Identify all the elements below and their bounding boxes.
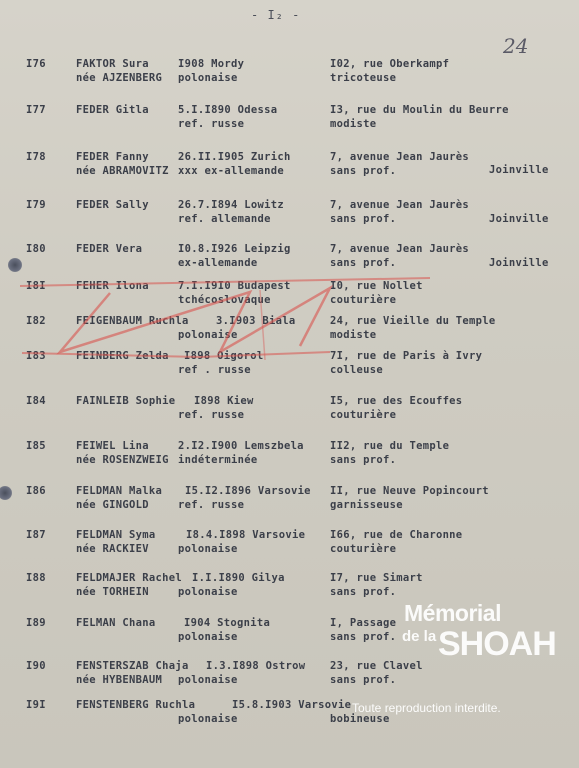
entry-number: I87 bbox=[26, 529, 46, 541]
entry-address: 7, avenue Jean Jaurès bbox=[330, 151, 470, 163]
entry-nationality: ex-allemande bbox=[178, 257, 258, 269]
entry-name: FEIGENBAUM Ruchla bbox=[76, 315, 189, 327]
entry-number: I79 bbox=[26, 199, 46, 211]
entry-number: I88 bbox=[26, 572, 46, 584]
entry-occupation: couturière bbox=[330, 409, 397, 421]
entry-name: FEHER Ilona bbox=[76, 280, 149, 292]
entry-birth: 26.II.I905 Zurich bbox=[178, 151, 291, 163]
entry-nationality: polonaise bbox=[178, 329, 238, 341]
entry-occupation: sans prof. bbox=[330, 454, 397, 466]
entry-nationality: xxx ex-allemande bbox=[178, 165, 284, 177]
entry-address: I02, rue Oberkampf bbox=[330, 58, 450, 70]
entry-address: I0, rue Nollet bbox=[330, 280, 423, 292]
entry-address: I3, rue du Moulin du Beurre bbox=[330, 104, 509, 116]
entry-occupation: sans prof. bbox=[330, 674, 397, 686]
entry-address: I7, rue Simart bbox=[330, 572, 423, 584]
entry-address: 24, rue Vieille du Temple bbox=[330, 315, 496, 327]
entry-name: FAINLEIB Sophie bbox=[76, 395, 176, 407]
entry-occupation: modiste bbox=[330, 118, 377, 130]
entry-occupation: bobineuse bbox=[330, 713, 390, 725]
entry-name: FEDER Gitla bbox=[76, 104, 149, 116]
entry-nationality: ref . russe bbox=[178, 364, 251, 376]
entry-number: I82 bbox=[26, 315, 46, 327]
entry-maiden-name: née ABRAMOVITZ bbox=[76, 165, 169, 177]
entry-birth: I5.I2.I896 Varsovie bbox=[185, 485, 311, 497]
entry-number: I85 bbox=[26, 440, 46, 452]
watermark-line2: de la bbox=[402, 628, 437, 645]
entry-town: Joinville bbox=[489, 257, 549, 269]
entry-nationality: tchécoslovaque bbox=[178, 294, 271, 306]
entry-address: I5, rue des Ecouffes bbox=[330, 395, 463, 407]
entry-number: I89 bbox=[26, 617, 46, 629]
entry-name: FAKTOR Sura bbox=[76, 58, 149, 70]
entry-nationality: ref. allemande bbox=[178, 213, 271, 225]
entry-birth: I5.8.I903 Varsovie bbox=[232, 699, 352, 711]
entry-number: I76 bbox=[26, 58, 46, 70]
entry-town: Joinville bbox=[489, 164, 549, 176]
entry-maiden-name: née HYBENBAUM bbox=[76, 674, 163, 686]
entry-birth: I.I.I890 Gilya bbox=[192, 572, 285, 584]
entry-occupation: sans prof. bbox=[330, 165, 397, 177]
entry-occupation: sans prof. bbox=[330, 631, 397, 643]
entry-name: FELDMAN Malka bbox=[76, 485, 163, 497]
watermark-line1: Mémorial bbox=[404, 600, 501, 626]
entry-number: I83 bbox=[26, 350, 46, 362]
entry-number: I77 bbox=[26, 104, 46, 116]
entry-occupation: colleuse bbox=[330, 364, 383, 376]
entry-birth: I0.8.I926 Leipzig bbox=[178, 243, 291, 255]
entry-address: 23, rue Clavel bbox=[330, 660, 423, 672]
entry-address: II2, rue du Temple bbox=[330, 440, 450, 452]
entry-nationality: ref. russe bbox=[178, 409, 245, 421]
entry-nationality: polonaise bbox=[178, 586, 238, 598]
entry-number: I9I bbox=[26, 699, 46, 711]
entry-birth: 7.I.I9I0 Budapest bbox=[178, 280, 291, 292]
entry-occupation: garnisseuse bbox=[330, 499, 403, 511]
entry-maiden-name: née RACKIEV bbox=[76, 543, 149, 555]
watermark-line3: SHOAH bbox=[438, 625, 556, 663]
handwritten-note: 24 bbox=[503, 34, 529, 58]
entry-name: FEIWEL Lina bbox=[76, 440, 149, 452]
entry-number: I84 bbox=[26, 395, 46, 407]
page-number: - I₂ - bbox=[251, 8, 301, 22]
entry-birth: I904 Stognita bbox=[184, 617, 271, 629]
entry-nationality: ref. russe bbox=[178, 118, 245, 130]
entry-maiden-name: née AJZENBERG bbox=[76, 72, 163, 84]
entry-birth: I898 Oigorol bbox=[184, 350, 264, 362]
entry-number: I8I bbox=[26, 280, 46, 292]
entry-town: Joinville bbox=[489, 213, 549, 225]
entry-address: I66, rue de Charonne bbox=[330, 529, 463, 541]
entry-occupation: sans prof. bbox=[330, 257, 397, 269]
entry-maiden-name: née GINGOLD bbox=[76, 499, 149, 511]
entry-nationality: ref. russe bbox=[178, 499, 245, 511]
entry-nationality: polonaise bbox=[178, 674, 238, 686]
entry-occupation: tricoteuse bbox=[330, 72, 397, 84]
entry-birth: 2.I2.I900 Lemszbela bbox=[178, 440, 304, 452]
entry-number: I86 bbox=[26, 485, 46, 497]
entry-address: 7I, rue de Paris à Ivry bbox=[330, 350, 483, 362]
entry-birth: I908 Mordy bbox=[178, 58, 245, 70]
entry-name: FELDMAJER Rachel bbox=[76, 572, 182, 584]
entry-nationality: polonaise bbox=[178, 631, 238, 643]
entry-nationality: polonaise bbox=[178, 543, 238, 555]
entry-birth: I.3.I898 Ostrow bbox=[206, 660, 306, 672]
entry-number: I78 bbox=[26, 151, 46, 163]
entry-address: 7, avenue Jean Jaurès bbox=[330, 199, 470, 211]
entry-occupation: modiste bbox=[330, 329, 377, 341]
entry-name: FEINBERG Zelda bbox=[76, 350, 169, 362]
entry-birth: 5.I.I890 Odessa bbox=[178, 104, 278, 116]
entry-nationality: polonaise bbox=[178, 713, 238, 725]
entry-maiden-name: née ROSENZWEIG bbox=[76, 454, 169, 466]
entry-name: FEDER Vera bbox=[76, 243, 143, 255]
entry-address: I, Passage bbox=[330, 617, 397, 629]
entry-nationality: indéterminée bbox=[178, 454, 258, 466]
entry-nationality: polonaise bbox=[178, 72, 238, 84]
entry-occupation: couturière bbox=[330, 543, 397, 555]
entry-number: I80 bbox=[26, 243, 46, 255]
entry-birth: I8.4.I898 Varsovie bbox=[186, 529, 306, 541]
entry-name: FELDMAN Syma bbox=[76, 529, 156, 541]
memorial-shoah-watermark bbox=[398, 598, 568, 678]
entry-name: FEDER Sally bbox=[76, 199, 149, 211]
entry-occupation: sans prof. bbox=[330, 213, 397, 225]
entry-name: FENSTERSZAB Chaja bbox=[76, 660, 189, 672]
entry-name: FENSTENBERG Ruchla bbox=[76, 699, 196, 711]
entry-birth: 3.I903 Biala bbox=[216, 315, 296, 327]
entry-occupation: sans prof. bbox=[330, 586, 397, 598]
entry-name: FELMAN Chana bbox=[76, 617, 156, 629]
entry-address: 7, avenue Jean Jaurès bbox=[330, 243, 470, 255]
reproduction-notice: Toute reproduction interdite. bbox=[352, 701, 501, 715]
entry-name: FEDER Fanny bbox=[76, 151, 149, 163]
entry-occupation: couturière bbox=[330, 294, 397, 306]
entry-birth: 26.7.I894 Lowitz bbox=[178, 199, 284, 211]
entry-maiden-name: née TORHEIN bbox=[76, 586, 149, 598]
entry-address: II, rue Neuve Popincourt bbox=[330, 485, 489, 497]
entry-birth: I898 Kiew bbox=[194, 395, 254, 407]
entry-number: I90 bbox=[26, 660, 46, 672]
